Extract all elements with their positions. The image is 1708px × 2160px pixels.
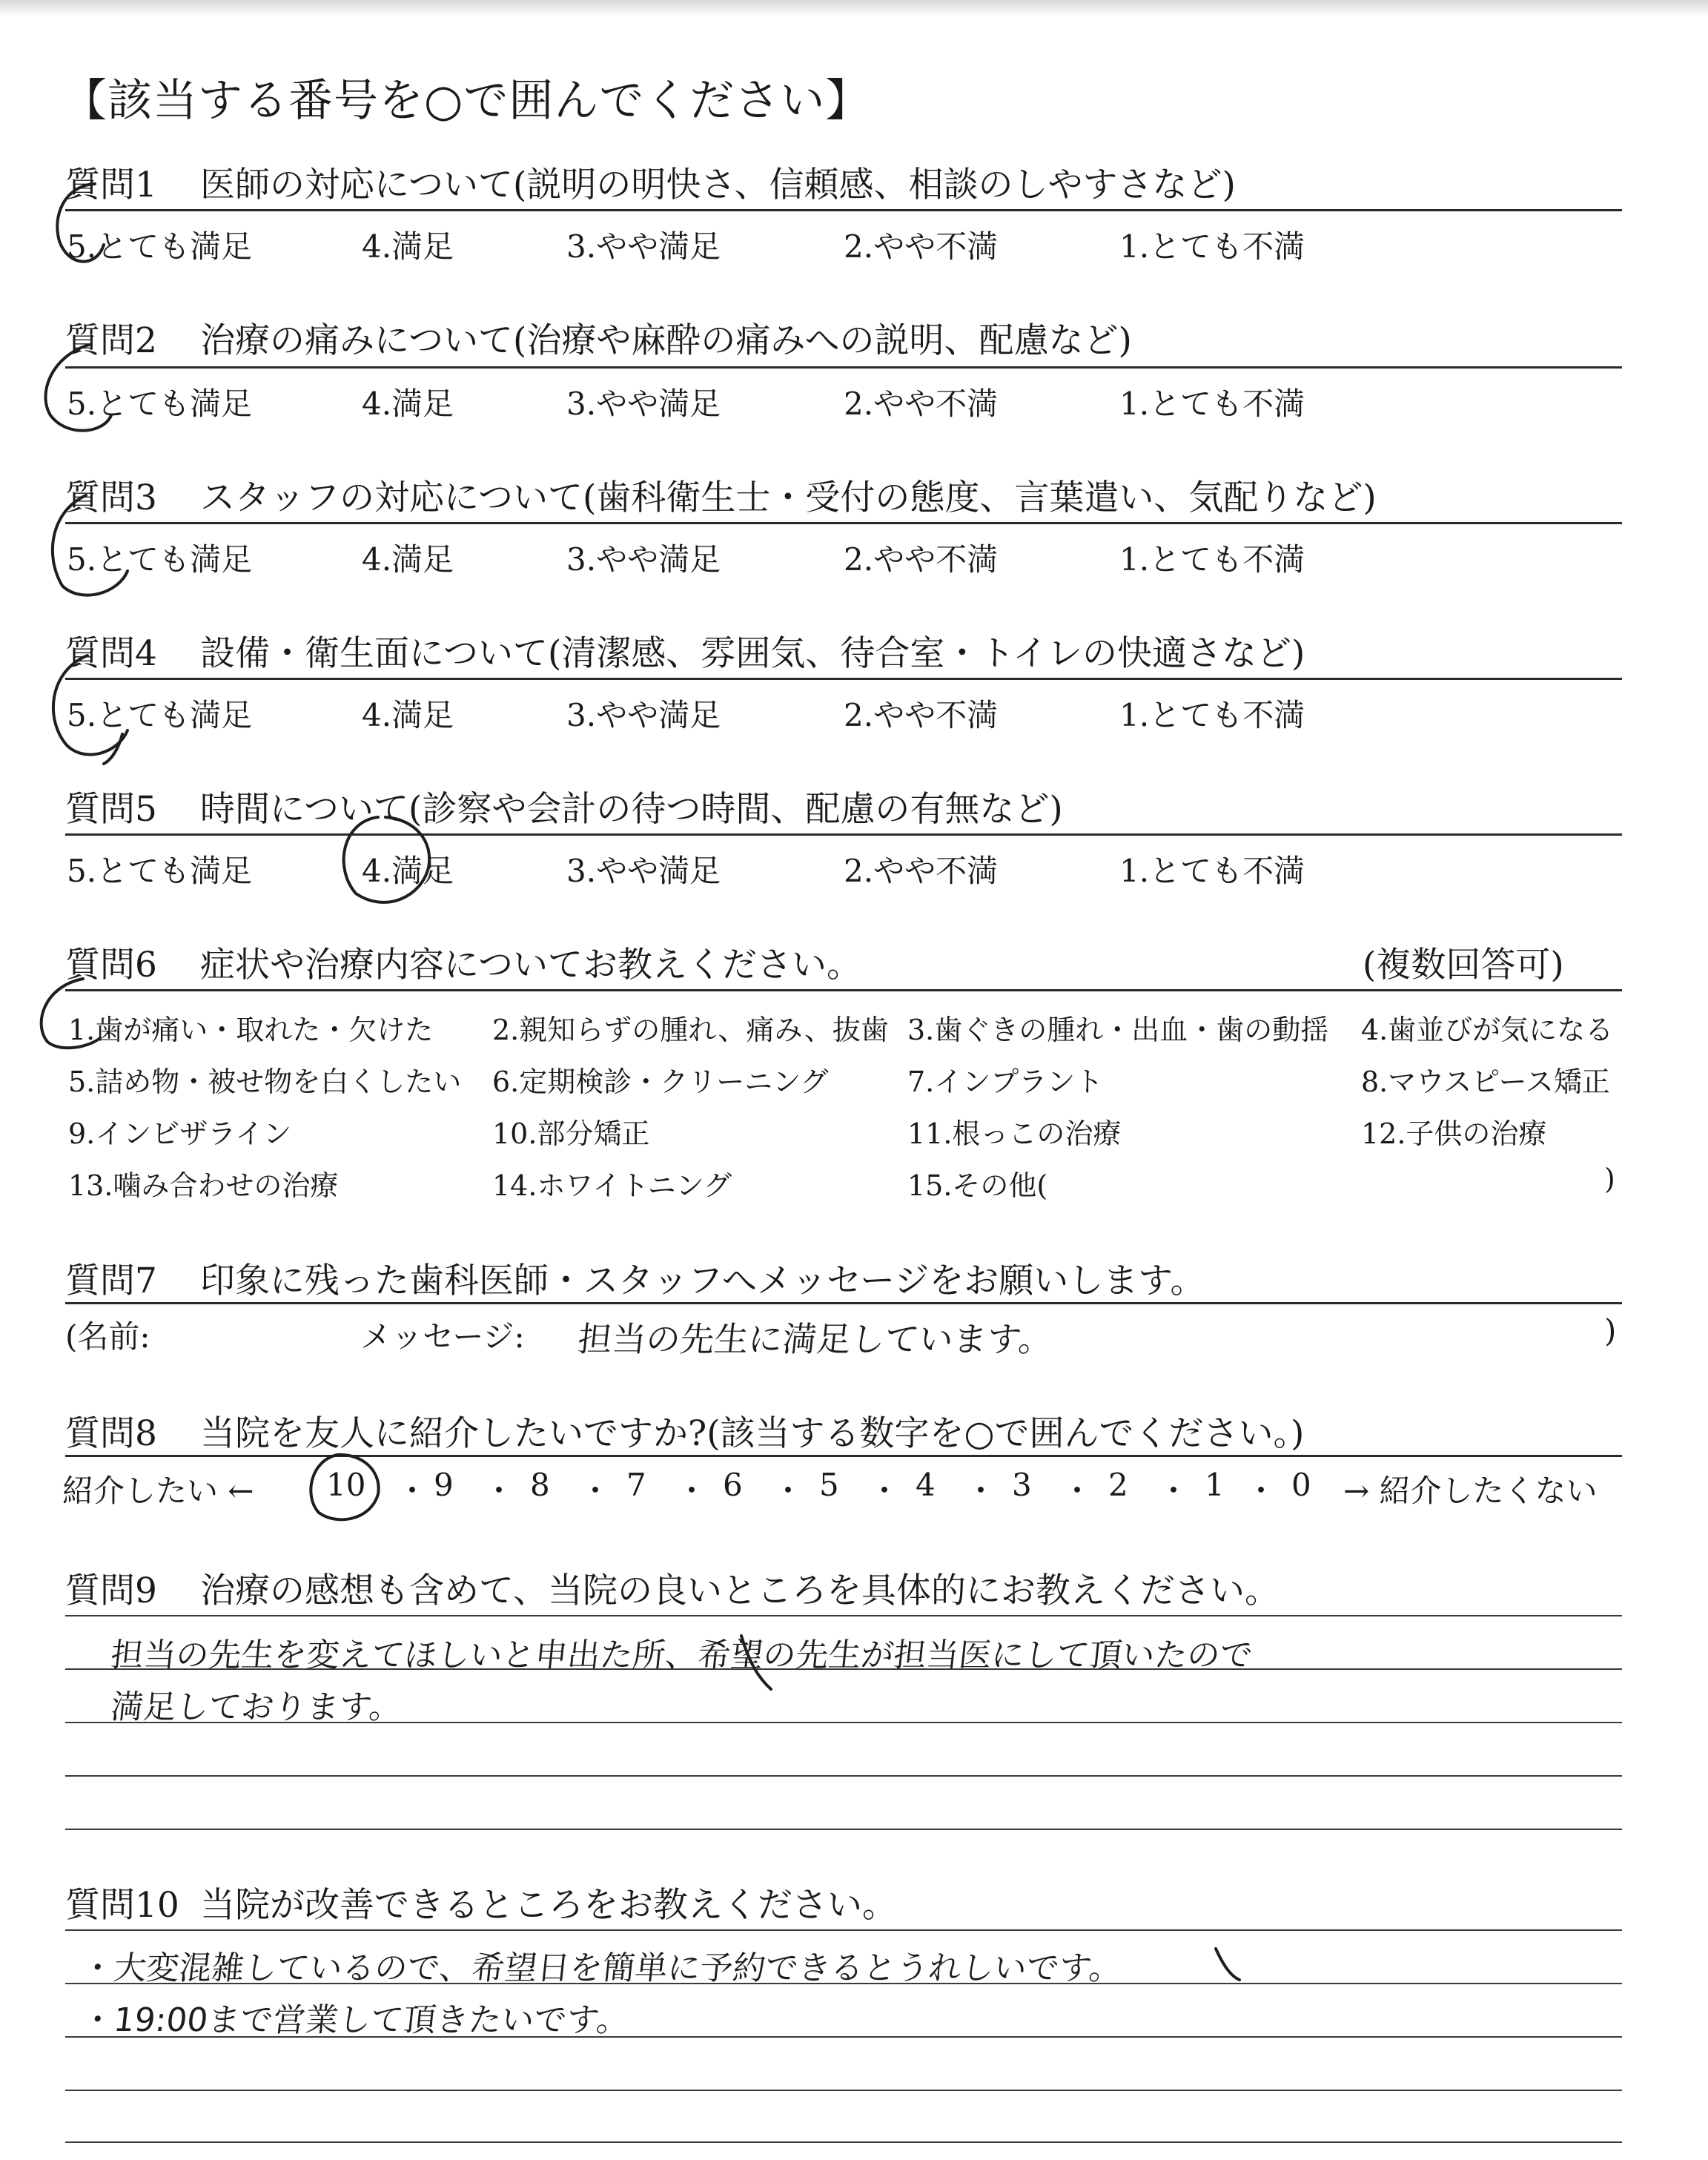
q8-scale-5[interactable]: 5 xyxy=(819,1467,839,1503)
q3-label: 質問3 xyxy=(65,478,157,518)
q7-message-label: メッセージ: xyxy=(360,1318,525,1355)
q8-label: 質問8 xyxy=(65,1413,157,1454)
q8-right-label: → 紹介したくない xyxy=(1343,1473,1598,1509)
q7-message-handwritten: 担当の先生に満足しています。 xyxy=(575,1319,1055,1359)
q8-scale-4[interactable]: 4 xyxy=(916,1467,936,1503)
q8-scale-3[interactable]: 3 xyxy=(1012,1467,1032,1503)
q2-text: 治療の痛みについて(治療や麻酔の痛みへの説明、配慮など) xyxy=(200,320,1132,361)
q6-option-10[interactable]: 10.部分矯正 xyxy=(492,1117,650,1150)
q6-label: 質問6 xyxy=(65,945,157,985)
q4-text: 設備・衛生面について(清潔感、雰囲気、待合室・トイレの快適さなど) xyxy=(200,633,1305,674)
q8-dot: ・ xyxy=(869,1473,901,1509)
q8-dot: ・ xyxy=(1245,1473,1277,1509)
q3-option-3[interactable]: 3.やや満足 xyxy=(566,541,721,578)
q3-option-4[interactable]: 4.満足 xyxy=(362,541,454,578)
q5-selection-circle xyxy=(344,817,430,902)
q8-dot: ・ xyxy=(1158,1473,1190,1509)
q2-option-1[interactable]: 1.とても不満 xyxy=(1119,386,1305,422)
q1-label: 質問1 xyxy=(65,165,157,205)
q3-option-5[interactable]: 5.とても満足 xyxy=(67,541,253,578)
q6-option-3[interactable]: 3.歯ぐきの腫れ・出血・歯の動揺 xyxy=(907,1014,1329,1046)
q2-option-5[interactable]: 5.とても満足 xyxy=(67,386,253,422)
q8-dot: ・ xyxy=(676,1473,708,1509)
q9-answer-line-1: 担当の先生を変えてほしいと申出た所、希望の先生が担当医にして頂いたので xyxy=(108,1636,1255,1674)
q1-option-1[interactable]: 1.とても不満 xyxy=(1119,228,1305,265)
q7-text: 印象に残った歯科医師・スタッフへメッセージをお願いします。 xyxy=(200,1261,1205,1301)
q7-name-label: (名前: xyxy=(65,1318,150,1355)
q6-option-2[interactable]: 2.親知らずの腫れ、痛み、抜歯 xyxy=(492,1014,889,1046)
q2-option-4[interactable]: 4.満足 xyxy=(362,386,454,422)
q2-option-2[interactable]: 2.やや不満 xyxy=(844,386,999,422)
q6-option-13[interactable]: 13.噛み合わせの治療 xyxy=(68,1169,339,1202)
q4-option-4[interactable]: 4.満足 xyxy=(362,697,454,733)
q9-label: 質問9 xyxy=(65,1571,157,1611)
q6-option-9[interactable]: 9.インビザライン xyxy=(68,1117,292,1150)
q5-text: 時間について(診察や会計の待つ時間、配慮の有無など) xyxy=(200,789,1063,830)
q8-dot: ・ xyxy=(965,1473,997,1509)
q10-label: 質問10 xyxy=(65,1885,179,1926)
q3-option-2[interactable]: 2.やや不満 xyxy=(844,541,999,578)
q5-option-1[interactable]: 1.とても不満 xyxy=(1119,853,1305,889)
q6-option-4[interactable]: 4.歯並びが気になる xyxy=(1361,1014,1614,1046)
q6-text: 症状や治療内容についてお教えください。 xyxy=(200,945,862,985)
q4-selection-circle xyxy=(53,655,128,755)
q8-dot: ・ xyxy=(1062,1473,1093,1509)
q9-text: 治療の感想も含めて、当院の良いところを具体的にお教えください。 xyxy=(200,1571,1280,1611)
q8-scale-6[interactable]: 6 xyxy=(723,1467,743,1503)
q6-option-1[interactable]: 1.歯が痛い・取れた・欠けた xyxy=(68,1014,434,1046)
q2-label: 質問2 xyxy=(65,320,157,361)
q8-scale-1[interactable]: 1 xyxy=(1205,1467,1225,1503)
q1-option-4[interactable]: 4.満足 xyxy=(362,228,454,265)
q7-label: 質問7 xyxy=(65,1261,157,1301)
q6-option-15[interactable]: 15.その他( xyxy=(907,1169,1048,1202)
q5-option-2[interactable]: 2.やや不満 xyxy=(844,853,999,889)
q9-answer-line-2: 満足しております。 xyxy=(108,1688,404,1726)
q2-option-3[interactable]: 3.やや満足 xyxy=(566,386,721,422)
q6-option-6[interactable]: 6.定期検診・クリーニング xyxy=(492,1066,829,1098)
q8-text: 当院を友人に紹介したいですか?(該当する数字を○で囲んでください。) xyxy=(200,1413,1305,1454)
q1-option-2[interactable]: 2.やや不満 xyxy=(844,228,999,265)
q10-text: 当院が改善できるところをお教えください。 xyxy=(200,1885,897,1926)
q8-left-label: 紹介したい ← xyxy=(62,1473,254,1509)
q6-selection-circle xyxy=(42,979,100,1048)
q6-note: (複数回答可) xyxy=(1363,945,1564,985)
q6-option-14[interactable]: 14.ホワイトニング xyxy=(492,1169,732,1202)
q4-option-5[interactable]: 5.とても満足 xyxy=(67,697,253,733)
q1-option-5[interactable]: 5.とても満足 xyxy=(67,228,253,265)
q8-scale-0[interactable]: 0 xyxy=(1291,1467,1311,1503)
q3-option-1[interactable]: 1.とても不満 xyxy=(1119,541,1305,578)
q6-option-12[interactable]: 12.子供の治療 xyxy=(1361,1117,1547,1150)
q1-selection-circle xyxy=(57,184,104,262)
q6-option-8[interactable]: 8.マウスピース矯正 xyxy=(1361,1066,1610,1098)
q5-option-5[interactable]: 5.とても満足 xyxy=(67,853,253,889)
q8-scale-2[interactable]: 2 xyxy=(1108,1467,1128,1503)
q10-answer-line-2: ・19:00まで営業して頂きたいです。 xyxy=(79,2001,632,2039)
q7-close-paren: ) xyxy=(1604,1312,1617,1349)
q8-dot: ・ xyxy=(397,1473,428,1509)
q8-scale-7[interactable]: 7 xyxy=(626,1467,646,1503)
q6-option-5[interactable]: 5.詰め物・被せ物を白くしたい xyxy=(68,1066,462,1098)
q8-scale-8[interactable]: 8 xyxy=(530,1467,550,1503)
q1-text: 医師の対応について(説明の明快さ、信頼感、相談のしやすさなど) xyxy=(200,165,1236,205)
q6-option-7[interactable]: 7.インプラント xyxy=(907,1066,1104,1098)
q8-dot: ・ xyxy=(772,1473,804,1509)
q4-option-1[interactable]: 1.とても不満 xyxy=(1119,697,1305,733)
page-header: 【該当する番号を○で囲んでください】 xyxy=(62,75,871,127)
q10-answer-line-1: ・大変混雑しているので、希望日を簡単に予約できるとうれしいです。 xyxy=(79,1949,1124,1987)
q8-scale-10[interactable]: 10 xyxy=(326,1467,366,1503)
q1-option-3[interactable]: 3.やや満足 xyxy=(566,228,721,265)
q10-underline-stroke xyxy=(1216,1949,1239,1980)
q8-dot: ・ xyxy=(580,1473,612,1509)
q5-label: 質問5 xyxy=(65,789,157,830)
q8-dot: ・ xyxy=(483,1473,515,1509)
q5-option-4[interactable]: 4.満足 xyxy=(362,853,454,889)
q5-option-3[interactable]: 3.やや満足 xyxy=(566,853,721,889)
q4-label: 質問4 xyxy=(65,633,157,674)
q3-text: スタッフの対応について(歯科衛生士・受付の態度、言葉遣い、気配りなど) xyxy=(200,478,1377,518)
q8-scale-9[interactable]: 9 xyxy=(434,1467,454,1503)
q9-underline-stroke xyxy=(741,1636,771,1689)
q2-selection-circle xyxy=(45,345,111,431)
q4-option-3[interactable]: 3.やや満足 xyxy=(566,697,721,733)
q6-option-15-close: ) xyxy=(1604,1163,1615,1195)
q6-option-11[interactable]: 11.根っこの治療 xyxy=(907,1117,1122,1150)
q3-selection-circle xyxy=(53,495,128,595)
q8-selection-circle xyxy=(311,1455,378,1519)
q4-option-2[interactable]: 2.やや不満 xyxy=(844,697,999,733)
